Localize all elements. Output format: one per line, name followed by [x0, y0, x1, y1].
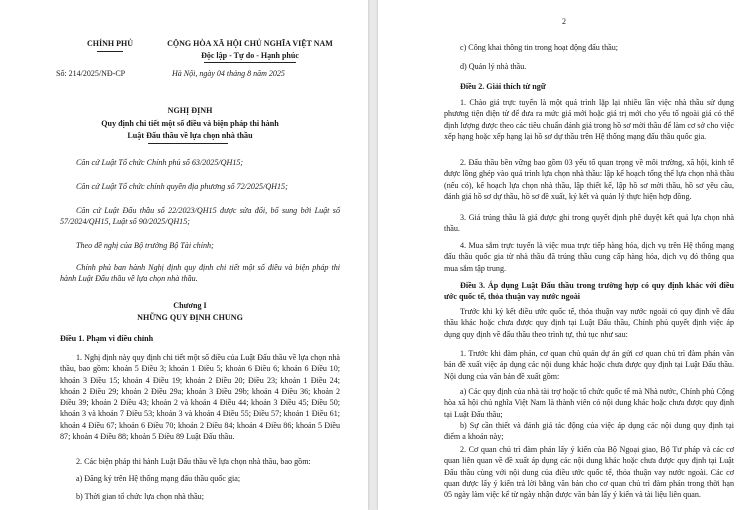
legal-basis-4: Theo đề nghị của Bộ trưởng Bộ Tài chính;: [76, 241, 214, 250]
document-type: NGHỊ ĐỊNH: [167, 106, 213, 115]
article-1-point-b: b) Thời gian tổ chức lựa chọn nhà thầu;: [76, 492, 204, 501]
article-1-point-d: d) Quản lý nhà thầu.: [460, 62, 527, 71]
article-2-clause-2: 2. Đấu thầu bền vững bao gồm 03 yếu tố quan trọng về môi trường, xã hội, kinh tế được lồng ghép vào quá trình lựa chọn nhà thầu: lập kế hoạch tổng thể lựa chọn nhà thầu (nếu có), kế hoạch lựa chọn nhà thầu, lập thiết kế, lập hồ sơ mời thầu, hồ sơ yêu cầu, đánh giá hồ sơ dự thầu, hồ sơ đề xuất, ký kết và quản lý thực hiện hợp đồng.: [444, 158, 734, 201]
article-3-clause-1: 1. Trước khi đàm phán, cơ quan chủ quản dự án gửi cơ quan chủ trì đàm phán văn bản đề xuất việc áp dụng các nội dung khác hoặc chưa được quy định tại Luật Đấu thầu. Nội dung của văn bản đề xuất gồm:: [444, 349, 734, 381]
legal-basis-3: Căn cứ Luật Đấu thầu số 22/2023/QH15 được sửa đổi, bổ sung bởi Luật số 57/2024/QH15, Luật số 90/2025/QH15;: [60, 206, 340, 227]
document-number: Số: 214/2025/NĐ-CP: [56, 69, 126, 78]
article-2-clause-1: 1. Chào giá trực tuyến là một quá trình lặp lại nhiều lần việc nhà thầu sử dụng phương tiện điện tử để đưa ra mức giá mới hoặc giá trị mới cho yếu tố ngoài giá có thể định lượng được theo các tiêu chuẩn đánh giá trong hồ sơ mời thầu để làm cơ sở cho việc xếp hạng hoặc xếp hạng lại hồ sơ dự thầu trên Hệ thống mạng đấu thầu quốc gia.: [444, 98, 734, 141]
title-underline: [148, 143, 228, 144]
issuing-agency: CHÍNH PHỦ: [87, 39, 133, 48]
national-motto: Độc lập - Tự do - Hạnh phúc: [201, 51, 299, 60]
promulgation-statement: Chính phủ ban hành Nghị định quy định chi tiết một số điều và biện pháp thi hành Luật Đấu thầu về lựa chọn nhà thầu.: [60, 263, 340, 284]
article-2-clause-4: 4. Mua sắm trực tuyến là việc mua trực tiếp hàng hóa, dịch vụ trên Hệ thống mạng đấu thầu quốc gia từ nhà thầu đã trúng thầu cung cấp hàng hóa, dịch vụ đó thông qua mua sắm tập trung.: [444, 241, 734, 273]
document-page-2: [378, 0, 750, 510]
document-title-line2: Luật Đấu thầu về lựa chọn nhà thầu: [127, 131, 253, 140]
document-title-line1: Quy định chi tiết một số điều và biện pháp thi hành: [101, 119, 279, 128]
place-and-date: Hà Nội, ngày 04 tháng 8 năm 2025: [172, 69, 285, 78]
chapter-number: Chương I: [173, 301, 207, 310]
article-2-clause-3: 3. Giá trúng thầu là giá được ghi trong quyết định phê duyệt kết quả lựa chọn nhà thầu.: [444, 213, 734, 234]
article-1-point-a: a) Đăng ký trên Hệ thống mạng đấu thầu quốc gia;: [76, 474, 241, 483]
article-3-intro: Trước khi ký kết điều ước quốc tế, thỏa thuận vay nước ngoài có quy định về đấu thầu khác hoặc chưa được quy định tại Luật Đấu thầu, Chính phủ quyết định việc áp dụng quy định về đấu thầu theo trình tự, thủ tục như sau:: [444, 307, 734, 339]
article-3-point-a: a) Các quy định của nhà tài trợ hoặc tổ chức quốc tế mà Nhà nước, Chính phủ Cộng hòa xã hội chủ nghĩa Việt Nam là thành viên có nội dung khác hoặc chưa được quy định tại Luật Đấu thầu;: [444, 387, 734, 419]
nation-name: CỘNG HÒA XÃ HỘI CHỦ NGHĨA VIỆT NAM: [167, 39, 333, 48]
agency-underline: [97, 51, 123, 52]
article-1-title: Điều 1. Phạm vi điều chỉnh: [60, 334, 154, 343]
legal-basis-2: Căn cứ Luật Tổ chức chính quyền địa phương số 72/2025/QH15;: [76, 182, 288, 191]
article-3-title: Điều 3. Áp dụng Luật Đấu thầu trong trường hợp có quy định khác với điều ước quốc tế, thỏa thuận vay nước ngoài: [444, 281, 734, 302]
article-1-clause-2: 2. Các biện pháp thi hành Luật Đấu thầu về lựa chọn nhà thầu, bao gồm:: [76, 457, 311, 466]
chapter-title: NHỮNG QUY ĐỊNH CHUNG: [137, 313, 243, 322]
document-page-1: [0, 0, 368, 510]
article-1-clause-1: 1. Nghị định này quy định chi tiết một số điều của Luật Đấu thầu về lựa chọn nhà thầu, bao gồm: khoản 5 Điều 3; khoản 1 Điều 5; khoản 6 Điều 6; khoản 6 Điều 10; khoản 3 Điều 15; khoản 4 Điều 19; khoản 2 Điều 20; Điều 23; khoản 1 Điều 24; khoản 2 Điều 29; khoản 2 Điều 29a; khoản 3 Điều 29b; khoản 4 Điều 36; khoản 2 Điều 39; khoản 2 Điều 43; khoản 2 và khoản 4 Điều 44; khoản 3 Điều 45; Điều 50; khoản 3 và khoản 7 Điều 53; khoản 3 và khoản 4 Điều 55; Điều 57; khoản 1 Điều 61; khoản 4 Điều 67; khoản 6 Điều 70; khoản 2 Điều 84; khoản 4 Điều 86; khoản 5 Điều 87; khoản 4 Điều 88; khoản 5 Điều 89 Luật Đấu thầu.: [60, 353, 341, 442]
article-3-clause-2: 2. Cơ quan chủ trì đàm phán lấy ý kiến của Bộ Ngoại giao, Bộ Tư pháp và các cơ quan liên quan về đề xuất áp dụng các nội dung khác hoặc chưa được quy định tại Luật Đấu thầu cùng với nội dung của điều ước quốc tế, thỏa thuận vay nước ngoài. Các cơ quan được lấy ý kiến trả lời bằng văn bản cho cơ quan chủ trì đàm phán trong thời hạn 05 ngày làm việc kể từ ngày nhận được văn bản lấy ý kiến và tài liệu liên quan.: [444, 445, 734, 500]
article-3-point-b: b) Sự cần thiết và đánh giá tác động của việc áp dụng các nội dung quy định tại điểm a khoản này;: [444, 421, 734, 442]
legal-basis-1: Căn cứ Luật Tổ chức Chính phủ số 63/2025/QH15;: [76, 158, 244, 167]
motto-underline: [204, 62, 296, 63]
page-number: 2: [562, 17, 566, 26]
article-1-point-c: c) Công khai thông tin trong hoạt động đấu thầu;: [460, 43, 619, 52]
article-2-title: Điều 2. Giải thích từ ngữ: [460, 82, 546, 91]
